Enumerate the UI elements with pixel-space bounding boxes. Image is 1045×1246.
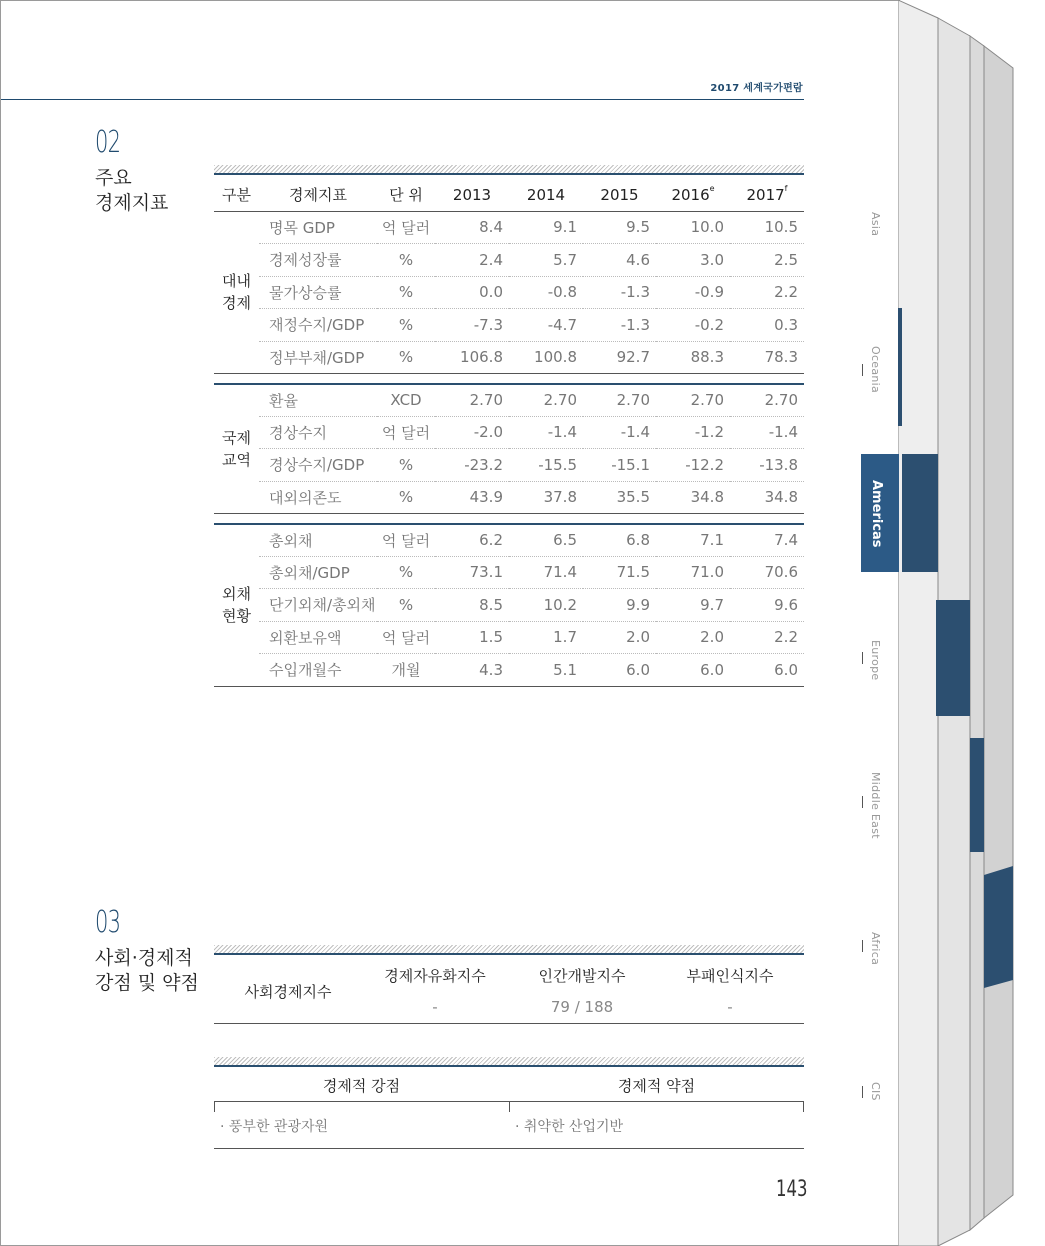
forecast-mark: f [784, 183, 788, 193]
value-cell: 7.1 [656, 524, 730, 557]
value-cell: 2.4 [435, 244, 509, 277]
value-cell: 70.6 [730, 556, 804, 589]
value-cell: 9.1 [509, 211, 583, 244]
value-cell: 8.4 [435, 211, 509, 244]
value-cell: 71.5 [583, 556, 656, 589]
side-tab-middle-east[interactable]: Middle East [869, 772, 882, 839]
table-row [214, 341, 804, 374]
indicator-cell: 수입개월수 [259, 654, 377, 687]
value-cell: 2.2 [730, 621, 804, 654]
unit-cell: % [377, 276, 435, 309]
side-tab-asia[interactable]: Asia [869, 212, 882, 237]
table-row [214, 384, 804, 417]
value-cell: 9.6 [730, 589, 804, 622]
value-cell: 37.8 [509, 481, 583, 514]
value-cell: -15.1 [583, 449, 656, 482]
col-header: 경제지표 [259, 179, 377, 211]
tab-tick [862, 364, 863, 376]
table-row [214, 449, 804, 482]
table-row [214, 309, 804, 342]
index-values-row [214, 991, 804, 1024]
table-row [214, 1102, 804, 1149]
weakness-header: 경제적 약점 [617, 1076, 696, 1095]
indicator-cell: 외환보유액 [259, 621, 377, 654]
value-cell: 4.6 [583, 244, 656, 277]
value-cell: 34.8 [656, 481, 730, 514]
value-cell: -12.2 [656, 449, 730, 482]
unit-cell: % [377, 556, 435, 589]
value-cell: -1.3 [583, 309, 656, 342]
category-label: 외채 [222, 585, 251, 603]
header-rule [1, 99, 804, 100]
indicator-cell: 총외채 [259, 524, 377, 557]
weakness-item: · 취약한 산업기반 [515, 1119, 624, 1135]
value-cell: 78.3 [730, 341, 804, 374]
tab-marker [970, 738, 984, 852]
value-cell: 34.8 [730, 481, 804, 514]
value-cell: 4.3 [435, 654, 509, 687]
section-title [95, 946, 199, 996]
indicator-cell: 정부부채/GDP [259, 341, 377, 374]
unit-cell: % [377, 244, 435, 277]
indicator-cell: 환율 [259, 384, 377, 417]
table-row [214, 481, 804, 514]
tab-tick [862, 940, 863, 952]
value-cell: 6.5 [509, 524, 583, 557]
table-hatch-bar [214, 165, 804, 175]
table-row [214, 654, 804, 687]
value-cell: 9.5 [583, 211, 656, 244]
value-cell: 0.3 [730, 309, 804, 342]
unit-cell: % [377, 481, 435, 514]
separator-cell [214, 374, 804, 384]
category-cell [214, 384, 259, 514]
table-row [214, 244, 804, 277]
col-header: 구분 [214, 179, 259, 211]
indicator-cell: 대외의존도 [259, 481, 377, 514]
table-cell: - [727, 998, 733, 1016]
value-cell: 9.7 [656, 589, 730, 622]
col-header: 2013 [435, 179, 509, 211]
table-row [214, 416, 804, 449]
value-cell: 9.9 [583, 589, 656, 622]
value-cell: -15.5 [509, 449, 583, 482]
col-header: 단 위 [377, 179, 435, 211]
value-cell: 5.7 [509, 244, 583, 277]
book-page-edges [898, 0, 1045, 1246]
year-label: 2016 [671, 185, 710, 204]
category-label: 국제 [222, 428, 251, 447]
value-cell: 43.9 [435, 481, 509, 514]
col-header: 인간개발지수 [508, 959, 656, 1023]
side-tab-oceania[interactable]: Oceania [869, 346, 882, 394]
indicator-cell: 경상수지 [259, 416, 377, 449]
indicator-cell: 물가상승률 [259, 276, 377, 309]
table-row [214, 524, 804, 557]
side-tab-africa[interactable]: Africa [869, 932, 882, 966]
estimate-mark: e [709, 183, 715, 193]
unit-cell: 억 달러 [377, 524, 435, 557]
tab-marker [898, 308, 902, 426]
side-tab-europe[interactable]: Europe [869, 640, 882, 681]
section-number: 02 [95, 125, 121, 160]
side-tab-cis[interactable]: CIS [869, 1082, 882, 1101]
side-tab-label: Americas [869, 480, 884, 548]
row-label: 사회경제지수 [244, 982, 332, 1001]
tab-marker [984, 866, 1013, 988]
unit-cell: 억 달러 [377, 416, 435, 449]
value-cell: -1.3 [583, 276, 656, 309]
tab-tick [862, 796, 863, 808]
section-title-line: 경제지표 [95, 192, 169, 214]
value-cell: 2.70 [730, 384, 804, 417]
indicator-cell: 경상수지/GDP [259, 449, 377, 482]
value-cell: 0.0 [435, 276, 509, 309]
section-title-line: 사회·경제적 [95, 947, 193, 969]
strength-item: · 풍부한 관광자원 [220, 1119, 329, 1135]
col-header: 2014 [509, 179, 583, 211]
value-cell: -23.2 [435, 449, 509, 482]
col-header: 부패인식지수 [656, 959, 804, 1023]
value-cell: 35.5 [583, 481, 656, 514]
economic-indicators-table [214, 179, 804, 687]
value-cell: 10.2 [509, 589, 583, 622]
divider [509, 1102, 510, 1112]
indicator-cell: 총외채/GDP [259, 556, 377, 589]
value-cell: -0.8 [509, 276, 583, 309]
table-row [214, 589, 804, 622]
value-cell: -1.4 [583, 416, 656, 449]
value-cell: 2.70 [656, 384, 730, 417]
table-row [214, 211, 804, 244]
year-label: 2017 [746, 185, 785, 204]
col-header [730, 179, 804, 211]
value-cell: 2.70 [435, 384, 509, 417]
category-label: 대내 [222, 272, 251, 291]
indicator-cell: 재정수지/GDP [259, 309, 377, 342]
table-header-row [214, 179, 804, 211]
unit-cell: 억 달러 [377, 211, 435, 244]
indicator-cell: 단기외채/총외채 [259, 589, 377, 622]
value-cell: -0.2 [656, 309, 730, 342]
value-cell: 73.1 [435, 556, 509, 589]
table-cell: 79 / 188 [550, 998, 614, 1016]
value-cell: 2.0 [656, 621, 730, 654]
value-cell: -1.4 [509, 416, 583, 449]
strengths-weaknesses-table [214, 1069, 804, 1149]
col-header: 2015 [583, 179, 656, 211]
value-cell: 106.8 [435, 341, 509, 374]
value-cell: 6.2 [435, 524, 509, 557]
unit-cell: 개월 [377, 654, 435, 687]
value-cell: 6.0 [656, 654, 730, 687]
tab-tick [862, 652, 863, 664]
tab-marker [902, 454, 938, 572]
divider [214, 1102, 215, 1112]
value-cell: 10.5 [730, 211, 804, 244]
unit-cell: % [377, 341, 435, 374]
category-cell [214, 524, 259, 687]
value-cell: 100.8 [509, 341, 583, 374]
unit-cell: 억 달러 [377, 621, 435, 654]
group-separator [214, 514, 804, 524]
value-cell: 8.5 [435, 589, 509, 622]
table-hatch-bar [214, 945, 804, 955]
value-cell: 7.4 [730, 524, 804, 557]
value-cell: -0.9 [656, 276, 730, 309]
page-number: 143 [776, 1177, 808, 1202]
unit-cell: % [377, 309, 435, 342]
value-cell: 1.5 [435, 621, 509, 654]
indicator-cell: 경제성장률 [259, 244, 377, 277]
table-header-row [214, 1069, 804, 1102]
col-header [656, 179, 730, 211]
section-title [95, 166, 168, 216]
side-tab-americas-active[interactable] [861, 454, 899, 572]
value-cell: -13.8 [730, 449, 804, 482]
section-title-line: 강점 및 약점 [95, 972, 199, 994]
value-cell: 1.7 [509, 621, 583, 654]
category-label: 경제 [222, 294, 251, 313]
value-cell: 6.0 [583, 654, 656, 687]
value-cell: 3.0 [656, 244, 730, 277]
tab-marker [936, 600, 970, 716]
strength-header: 경제적 강점 [322, 1076, 401, 1095]
value-cell: 2.5 [730, 244, 804, 277]
table-row [214, 276, 804, 309]
unit-cell: % [377, 449, 435, 482]
value-cell: 2.2 [730, 276, 804, 309]
divider [803, 1102, 804, 1112]
value-cell: 92.7 [583, 341, 656, 374]
section-number: 03 [95, 905, 121, 940]
value-cell: 2.70 [509, 384, 583, 417]
value-cell: 2.70 [583, 384, 656, 417]
value-cell: 6.8 [583, 524, 656, 557]
table-row [214, 556, 804, 589]
category-label: 교역 [222, 450, 251, 469]
value-cell: 10.0 [656, 211, 730, 244]
separator-cell [214, 514, 804, 524]
category-cell [214, 211, 259, 374]
value-cell: -1.2 [656, 416, 730, 449]
tab-tick [862, 1086, 863, 1098]
value-cell: -1.4 [730, 416, 804, 449]
indicator-cell: 명목 GDP [259, 211, 377, 244]
category-label: 현황 [222, 607, 251, 625]
section-title-line: 주요 [95, 167, 132, 189]
unit-cell: % [377, 589, 435, 622]
value-cell: 2.0 [583, 621, 656, 654]
value-cell: 6.0 [730, 654, 804, 687]
running-header: 2017 세계국가편람 [710, 83, 803, 94]
value-cell: -7.3 [435, 309, 509, 342]
value-cell: 88.3 [656, 341, 730, 374]
group-separator [214, 374, 804, 384]
table-cell: - [432, 998, 438, 1016]
table-row [214, 621, 804, 654]
col-header: 경제자유화지수 [362, 959, 508, 1023]
value-cell: -2.0 [435, 416, 509, 449]
table-hatch-bar [214, 1057, 804, 1067]
value-cell: 71.0 [656, 556, 730, 589]
value-cell: 5.1 [509, 654, 583, 687]
value-cell: -4.7 [509, 309, 583, 342]
unit-cell: XCD [377, 384, 435, 417]
value-cell: 71.4 [509, 556, 583, 589]
